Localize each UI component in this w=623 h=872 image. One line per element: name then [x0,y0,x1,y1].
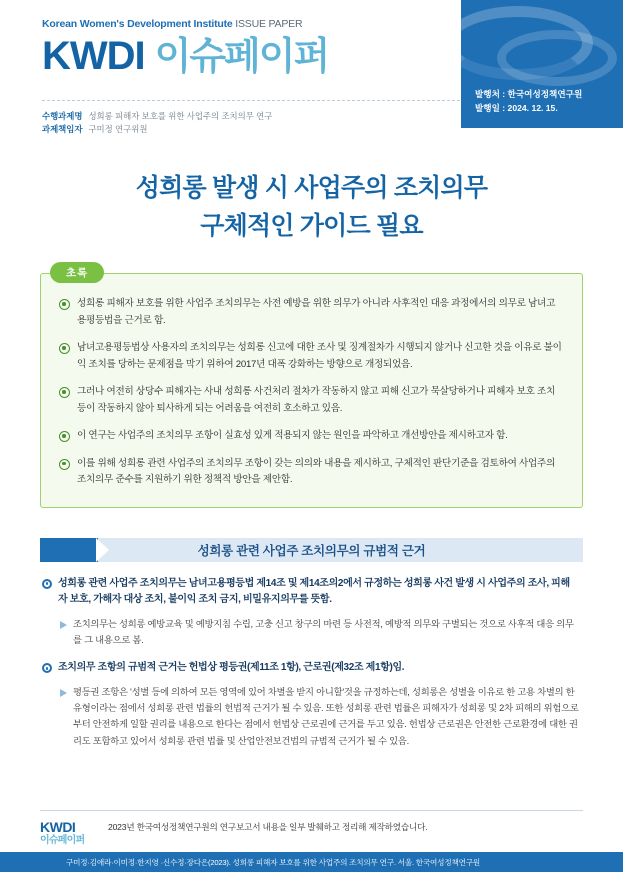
abstract-item [59,296,562,329]
logo-kwdi-en: KWDI [42,34,145,78]
main-point-text: 조치의무 조항의 규범적 근거는 헌법상 평등권(제11조 1항), 근로권(제32조 제1항)임. [58,662,405,674]
abstract-item [59,340,562,373]
kicker-institute: Korean Women's Development Institute [42,18,233,30]
document-header [0,0,623,146]
header-kicker [42,18,462,30]
abstract-tab-label: 초록 [50,262,104,283]
abstract-item [59,384,562,417]
badge-publisher-row [475,87,582,102]
meta-row-project [42,110,272,123]
circle-bullet-icon [59,459,70,470]
sub-point-text: 조치의무는 성희롱 예방교육 및 예방지침 수립, 고충 신고 창구의 마련 등 사전적, 예방적 의무와 구별되는 것으로 사후적 대응 의무를 그 내용으로 봄. [73,618,574,645]
circle-bullet-icon [59,343,70,354]
main-point [42,576,579,609]
footer-citation-bar [0,852,623,872]
abstract-item-text: 이를 위해 성희롱 관련 사업주의 조치의무 조항이 갖는 의의와 내용을 제시하고, 구체적인 판단기준을 검토하여 사업주의 조치의무 준수를 지원하기 위한 정책적 방안을 제안함. [77,457,556,485]
badge-publisher-label: 발행처 : [475,88,506,99]
section-header [40,538,583,562]
document-footer [0,810,623,872]
meta-label-project: 수행과제명 [42,111,83,121]
header-branding [42,18,462,76]
circle-bullet-icon [59,387,70,398]
abstract-item [59,428,562,445]
kicker-series: ISSUE PAPER [235,18,303,30]
abstract-section [40,267,583,508]
badge-date-value: 2024. 12. 15. [507,103,558,114]
footer-divider [40,810,583,811]
meta-value-project: 성희롱 피해자 보호를 위한 사업주의 조치의무 연구 [88,111,273,121]
badge-publisher-value: 한국여성정책연구원 [507,88,583,99]
publication-badge [461,0,623,128]
meta-value-lead: 구미정 연구위원 [88,124,148,135]
ring-bullet-icon [42,663,52,673]
abstract-item-text: 성희롱 피해자 보호를 위한 사업주 조치의무는 사전 예방을 위한 의무가 아니라 사후적인 대응 과정에서의 의무로 남녀고용평등법을 근거로 함. [77,298,556,326]
abstract-item [59,456,562,489]
sub-point-text: 평등권 조항은 '성별 등에 의하여 모든 영역에 있어 차별을 받지 아니할'것을 규정하는데, 성희롱은 성별을 이유로 한 고용 차별의 한 유형이라는 점에서 성희롱 관련 법률의 헌법적 근거가 될 수 있음. 또한 성희롱 관련 법률은 피해자가 성희롱 및 2차 피해의 위험으로부터 안전하게 일할 권리를 내용으로 한다는 점에서 헌법상 근로권에 근거를 두고 있음. 헌법상 근로권은 안전한 근로환경에 대한 권리도 포함하고 있어서 성희롱 관련 법률 및 산업안전보건법의 규범적 근거가 될 수 있음. [73,686,579,746]
ring-bullet-icon [42,579,52,589]
triangle-bullet-icon [60,621,67,629]
section-title: 성희롱 관련 사업주 조치의무의 규범적 근거 [197,543,426,558]
logo-kwdi-kr: 이슈페이퍼 [154,36,329,78]
header-meta [42,110,272,136]
badge-date-row [475,101,582,116]
main-point-text: 성희롱 관련 사업주 조치의무는 남녀고용평등법 제14조 및 제14조의2에서 규정하는 성희롱 사건 발생 시 사업주의 조사, 피해자 보호, 가해자 대상 조치, 불이익 조치 금지, 비밀유지의무를 뜻함. [58,577,570,605]
abstract-item-text: 그러나 여전히 상당수 피해자는 사내 성희롱 사건처리 절차가 작동하지 않고 피해 신고가 묵살당하거나 피해자 보호 조치 등이 작동하지 않아 퇴사하게 되는 어려움을 여전히 호소하고 있음. [77,386,556,414]
sub-point [60,616,579,649]
circle-bullet-icon [59,431,70,442]
footer-logo-en: KWDI [40,819,76,835]
chevron-right-inner-icon [96,538,109,562]
kwdi-logo [42,36,462,76]
footer-logo-kr: 이슈페이퍼 [40,835,85,847]
title-line-2: 구체적인 가이드 필요 [200,211,423,240]
content-section [40,538,583,750]
title-line-1: 성희롱 발생 시 사업주의 조치의무 [135,174,488,202]
sub-point [60,684,579,749]
footer-citation-text: 구미정·김애라·이미정·한지영 ·신수정·장다은(2023). 성희롱 피해자 보호를 위한 사업주의 조치의무 연구. 서울. 한국여성정책연구원 [66,857,480,867]
footer-logo [40,820,84,846]
main-point [42,660,579,677]
section-body [42,576,579,750]
badge-date-label: 발행일 : [475,103,506,114]
triangle-bullet-icon [60,689,67,697]
circle-bullet-icon [59,299,70,310]
header-divider [42,100,460,101]
meta-row-lead [42,123,272,136]
footer-note: 2023년 한국여성정책연구원의 연구보고서 내용을 일부 발췌하고 정리해 제작하였습니다. [108,822,428,832]
swoosh-decoration-secondary-icon [497,30,617,86]
badge-text-block [475,87,582,116]
abstract-box [40,273,583,508]
page-title [0,152,623,259]
abstract-item-text: 남녀고용평등법상 사용자의 조치의무는 성희롱 신고에 대한 조사 및 징계절차가 시행되지 않거나 신고한 것을 이유로 불이익 조치를 당하는 문제점을 막기 위하여 2017년 대폭 강화하는 방향으로 개정되었음. [77,342,562,370]
abstract-item-text: 이 연구는 사업주의 조치의무 조항이 실효성 있게 적용되지 않는 원인을 파악하고 개선방안을 제시하고자 함. [77,430,508,441]
meta-label-lead: 과제책임자 [42,124,83,135]
